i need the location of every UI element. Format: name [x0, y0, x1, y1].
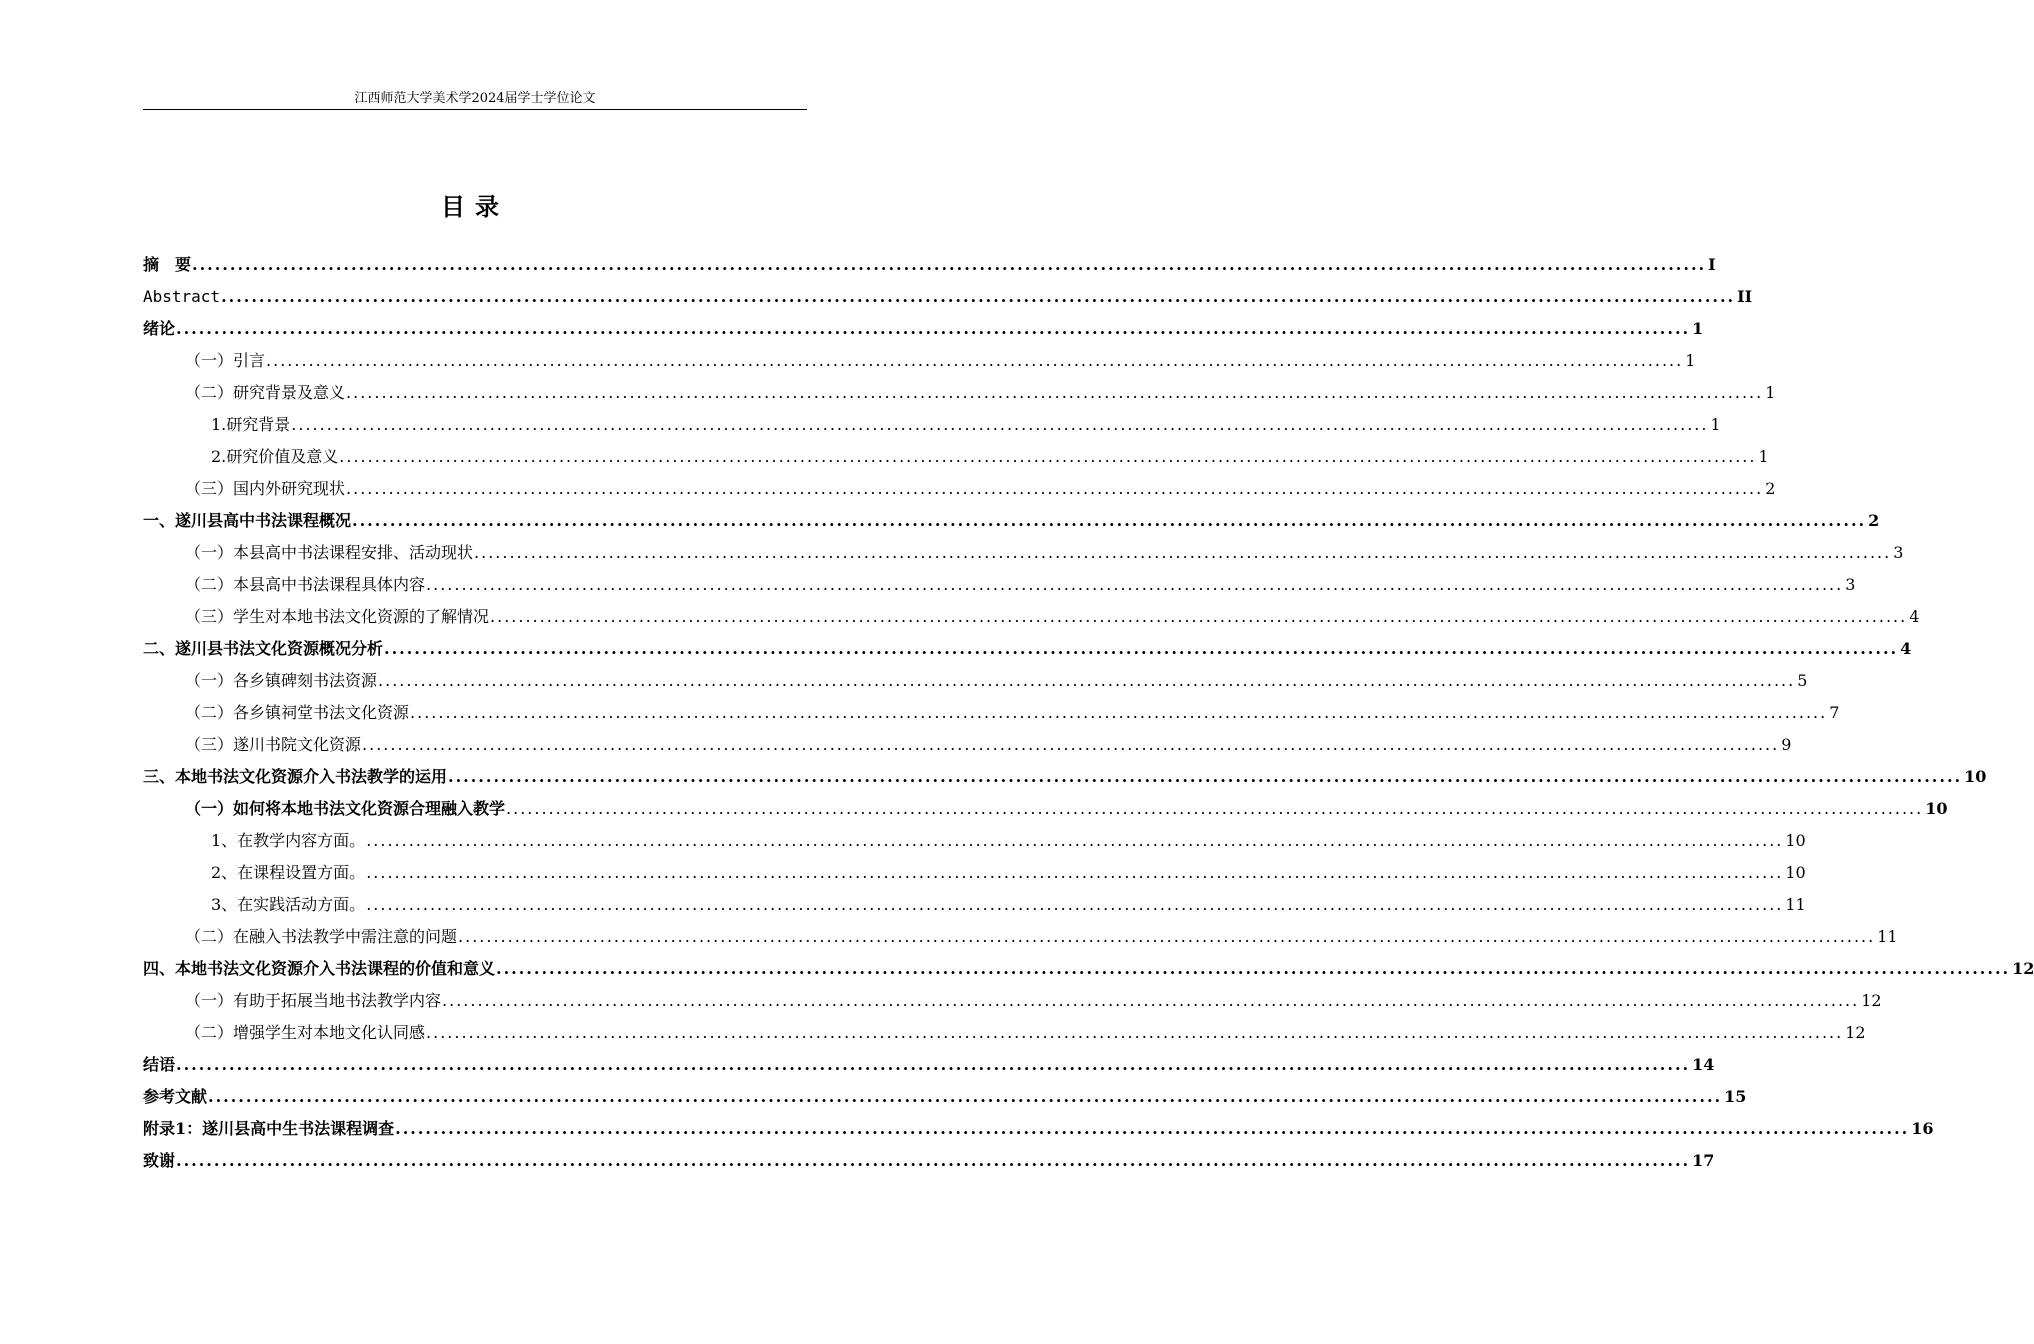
toc-entry-label: 绪论: [143, 319, 176, 338]
toc-entry[interactable]: [143, 505, 1880, 537]
running-header: 江西师范大学美术学2024届学士学位论文: [354, 91, 596, 106]
toc-entry[interactable]: [143, 1049, 1715, 1081]
toc-entry[interactable]: [143, 1113, 1934, 1145]
toc-leader-dots: ........................................................................................................................................................................................................: [506, 799, 1924, 818]
toc-entry[interactable]: [143, 1145, 1715, 1177]
toc-entry-label: 一、遂川县高中书法课程概况: [143, 511, 352, 530]
toc-page-number: 9: [1781, 735, 1792, 754]
toc-entry[interactable]: [143, 857, 1806, 889]
toc-leader-dots: ........................................................................................................................................................................................................: [448, 767, 1963, 786]
toc-page-number: 11: [1785, 895, 1806, 914]
toc-entry[interactable]: [143, 1017, 1866, 1049]
toc-entry[interactable]: [143, 953, 2034, 985]
toc-leader-dots: ........................................................................................................................................................................................................: [474, 543, 1892, 562]
toc-leader-dots: ........................................................................................................................................................................................................: [410, 703, 1828, 722]
toc-entry[interactable]: [143, 601, 1920, 633]
toc-leader-dots: ........................................................................................................................................................................................................: [266, 351, 1684, 370]
toc-page-number: 3: [1893, 543, 1904, 562]
toc-entry-label: 二、遂川县书法文化资源概况分析: [143, 639, 384, 658]
toc-entry[interactable]: [143, 281, 1753, 313]
toc-page-number: 10: [1925, 799, 1948, 818]
toc-entry[interactable]: [143, 249, 1716, 281]
toc-entry-label: 参考文献: [143, 1087, 208, 1106]
toc-page-number: 1: [1685, 351, 1696, 370]
toc-entry[interactable]: [143, 1081, 1747, 1113]
toc-entry-label: （二）研究背景及意义: [185, 383, 346, 402]
toc-entry-label: （一）各乡镇碑刻书法资源: [185, 671, 378, 690]
toc-entry-label: 结语: [143, 1055, 176, 1074]
toc-entry-label: （三）遂川书院文化资源: [185, 735, 362, 754]
toc-entry-label: （二）本县高中书法课程具体内容: [185, 575, 426, 594]
toc-leader-dots: ........................................................................................................................................................................................................: [346, 479, 1764, 498]
toc-entry[interactable]: [143, 537, 1904, 569]
toc-entry-label: 三、本地书法文化资源介入书法教学的运用: [143, 767, 448, 786]
toc-entry[interactable]: [143, 633, 1912, 665]
toc-leader-dots: ........................................................................................................................................................................................................: [192, 255, 1707, 274]
toc-page-number: 4: [1909, 607, 1920, 626]
toc-entry[interactable]: [143, 985, 1882, 1017]
toc-entry[interactable]: [143, 569, 1856, 601]
toc-page-number: 10: [1964, 767, 1987, 786]
toc-entry-label: （一）引言: [185, 351, 266, 370]
toc-leader-dots: ........................................................................................................................................................................................................: [384, 639, 1899, 658]
toc-entry[interactable]: [143, 761, 1987, 793]
toc-leader-dots: ........................................................................................................................................................................................................: [291, 415, 1709, 434]
toc-entry-label: （一）本县高中书法课程安排、活动现状: [185, 543, 474, 562]
toc-leader-dots: ........................................................................................................................................................................................................: [395, 1119, 1910, 1138]
toc-entry-label: （一）有助于拓展当地书法教学内容: [185, 991, 442, 1010]
toc-entry[interactable]: [143, 345, 1696, 377]
toc-entry[interactable]: [143, 889, 1806, 921]
toc-page-number: 10: [1785, 831, 1806, 850]
toc-page-number: 15: [1724, 1087, 1747, 1106]
toc-entry[interactable]: [143, 473, 1776, 505]
toc-entry-label: （二）各乡镇祠堂书法文化资源: [185, 703, 410, 722]
toc-leader-dots: ........................................................................................................................................................................................................: [339, 447, 1757, 466]
toc-leader-dots: ........................................................................................................................................................................................................: [490, 607, 1908, 626]
toc-entry-label: 1.研究背景: [211, 415, 291, 434]
toc-entry-label: Abstract: [143, 287, 221, 306]
toc-entry-label: 四、本地书法文化资源介入书法课程的价值和意义: [143, 959, 496, 978]
toc-page-number: 1: [1692, 319, 1704, 338]
toc-entry[interactable]: [143, 697, 1840, 729]
toc-entry-label: （二）增强学生对本地文化认同感: [185, 1023, 426, 1042]
toc-leader-dots: ........................................................................................................................................................................................................: [496, 959, 2011, 978]
toc-entry[interactable]: [143, 825, 1806, 857]
toc-page-number: 12: [2012, 959, 2034, 978]
toc-entry[interactable]: [143, 921, 1898, 953]
toc-leader-dots: ........................................................................................................................................................................................................: [221, 287, 1736, 306]
toc-leader-dots: ........................................................................................................................................................................................................: [346, 383, 1764, 402]
toc-entry-label: 附录1：遂川县高中生书法课程调查: [143, 1119, 395, 1138]
toc-page-number: 1: [1710, 415, 1721, 434]
toc-entry[interactable]: [143, 729, 1792, 761]
toc-leader-dots: ........................................................................................................................................................................................................: [426, 1023, 1844, 1042]
toc-leader-dots: ........................................................................................................................................................................................................: [426, 575, 1844, 594]
toc-leader-dots: ........................................................................................................................................................................................................: [458, 927, 1876, 946]
toc-entry[interactable]: [143, 441, 1769, 473]
toc-entry-label: （二）在融入书法教学中需注意的问题: [185, 927, 458, 946]
toc-entry-label: 1、在教学内容方面。: [211, 831, 366, 850]
toc-page-number: 2: [1765, 479, 1776, 498]
toc-leader-dots: ........................................................................................................................................................................................................: [366, 895, 1784, 914]
toc-page-number: 16: [1911, 1119, 1934, 1138]
toc-entry[interactable]: [143, 409, 1721, 441]
toc-leader-dots: ........................................................................................................................................................................................................: [366, 831, 1784, 850]
toc-page-number: I: [1708, 255, 1716, 274]
toc-page-number: 4: [1900, 639, 1912, 658]
toc-page-number: 12: [1845, 1023, 1866, 1042]
toc-entry-label: 致谢: [143, 1151, 176, 1170]
toc-entry[interactable]: [143, 313, 1704, 345]
toc-page-number: 3: [1845, 575, 1856, 594]
toc-entry[interactable]: [143, 377, 1776, 409]
page-title: 目录: [441, 193, 509, 221]
toc-leader-dots: ........................................................................................................................................................................................................: [378, 671, 1796, 690]
toc-leader-dots: ........................................................................................................................................................................................................: [176, 319, 1691, 338]
toc-page-number: 7: [1829, 703, 1840, 722]
toc-page-number: 12: [1861, 991, 1882, 1010]
toc-leader-dots: ........................................................................................................................................................................................................: [442, 991, 1860, 1010]
toc-leader-dots: ........................................................................................................................................................................................................: [176, 1151, 1691, 1170]
toc-page-number: 17: [1692, 1151, 1715, 1170]
toc-entry[interactable]: [143, 793, 1948, 825]
table-of-contents: [143, 249, 2034, 1177]
toc-entry-label: 2.研究价值及意义: [211, 447, 339, 466]
toc-page-number: 11: [1877, 927, 1898, 946]
toc-page-number: 1: [1765, 383, 1776, 402]
toc-entry-label: 摘 要: [143, 255, 192, 274]
toc-page-number: 5: [1797, 671, 1808, 690]
toc-leader-dots: ........................................................................................................................................................................................................: [352, 511, 1867, 530]
toc-entry-label: （三）学生对本地书法文化资源的了解情况: [185, 607, 490, 626]
toc-page-number: II: [1737, 287, 1753, 306]
toc-entry-label: 3、在实践活动方面。: [211, 895, 366, 914]
toc-entry-label: 2、在课程设置方面。: [211, 863, 366, 882]
toc-entry-label: （三）国内外研究现状: [185, 479, 346, 498]
toc-leader-dots: ........................................................................................................................................................................................................: [208, 1087, 1723, 1106]
toc-page-number: 10: [1785, 863, 1806, 882]
toc-page-number: 14: [1692, 1055, 1715, 1074]
toc-page-number: 2: [1868, 511, 1880, 530]
toc-entry[interactable]: [143, 665, 1808, 697]
toc-entry-label: （一）如何将本地书法文化资源合理融入教学: [185, 799, 506, 818]
toc-leader-dots: ........................................................................................................................................................................................................: [362, 735, 1780, 754]
toc-leader-dots: ........................................................................................................................................................................................................: [366, 863, 1784, 882]
header-rule: [143, 109, 807, 110]
toc-page-number: 1: [1758, 447, 1769, 466]
toc-leader-dots: ........................................................................................................................................................................................................: [176, 1055, 1691, 1074]
